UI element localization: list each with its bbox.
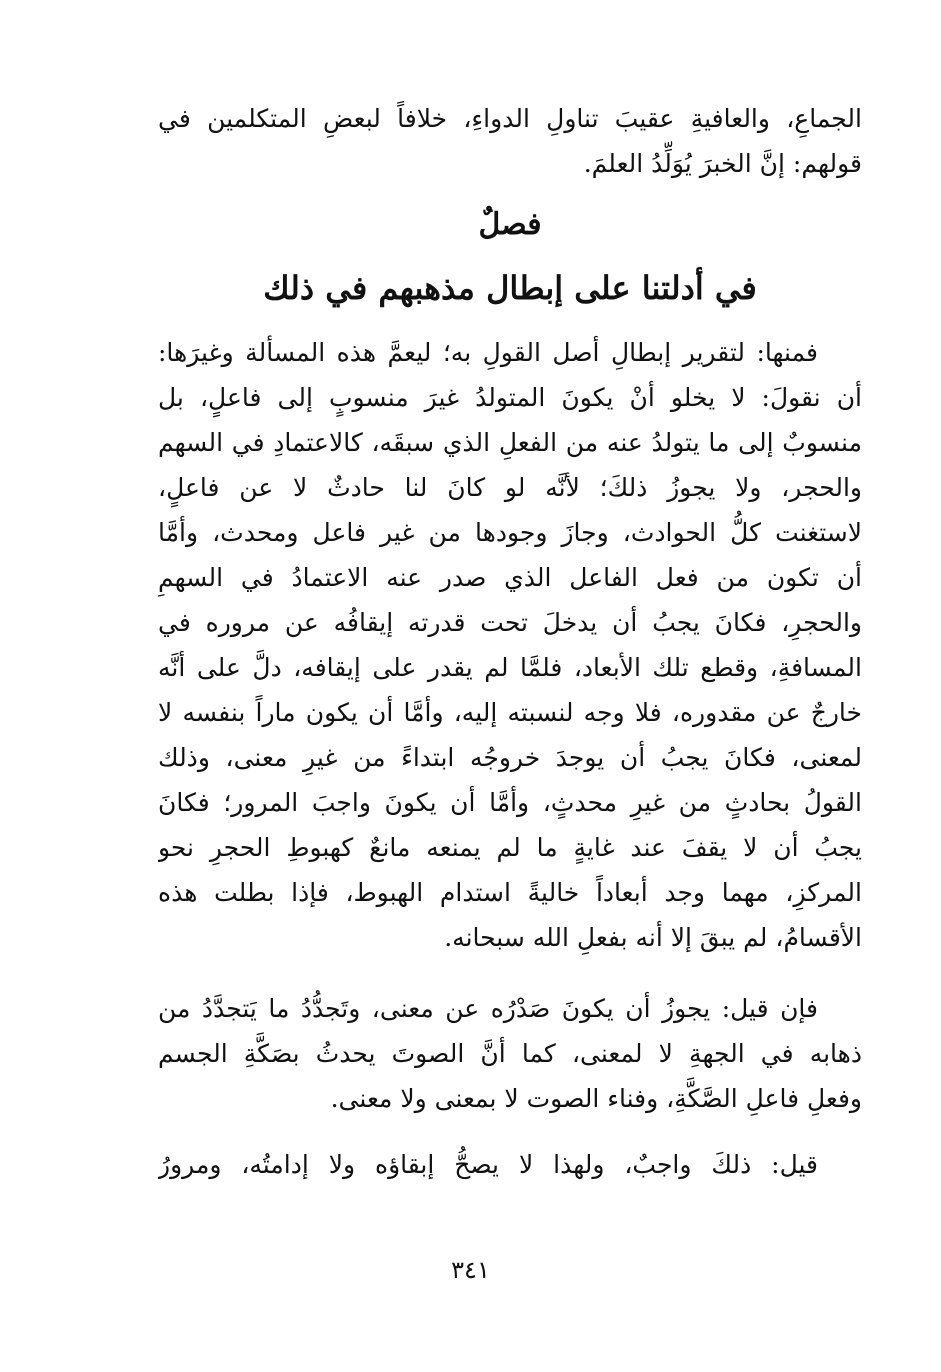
text-line: ذهابه في الجهةِ لا لمعنى، كما أنَّ الصوتَ يحدثُ بصَكَّةِ الجسم (158, 1039, 862, 1068)
text-line: قولهم: إنَّ الخبرَ يُوَلِّدُ العلمَ. (583, 149, 862, 178)
section-title: في أدلتنا على إبطال مذهبهم في ذلك (263, 269, 757, 307)
text-line: منسوبٌ إلى ما يتولدُ عنه من الفعلِ الذي سبقَه، كالاعتمادِ في السهم (158, 428, 862, 457)
text-line: قيل: ذلكَ واجبٌ، ولهذا لا يصحُّ إبقاؤه ولا إدامتُه، ومرورُ (158, 1150, 818, 1179)
text-line: فإن قيل: يجوزُ أن يكونَ صَدْرُه عن معنى، وتَجدُّدُ ما يَتجدَّدُ من (158, 994, 818, 1023)
text-line: فمنها: لتقرير إبطالِ أصل القولِ به؛ ليعمَّ هذه المسألة وغيرَها: (158, 338, 818, 367)
text-line: والحجرِ، فكانَ يجبُ أن يدخلَ تحت قدرته إيقافُه عن مروره في (158, 608, 862, 637)
text-line: الجماعِ، والعافيةِ عقيبَ تناولِ الدواءِ، خلافاً لبعضِ المتكلمين في (158, 104, 862, 133)
text-line: المركزِ، مهما وجد أبعاداً خاليةً استدام الهبوط، فإذا بطلت هذه (158, 878, 862, 907)
text-line: وفعلِ فاعلِ الصَّكَّةِ، وفناء الصوت لا بمعنى ولا معنى. (330, 1084, 862, 1113)
paragraph-3 (158, 1142, 862, 1187)
paragraph-1 (158, 330, 862, 960)
text-line: القولُ بحادثٍ من غيرِ محدثٍ، وأمَّا أن يكونَ واجبَ المرور؛ فكانَ (158, 788, 862, 817)
text-line: المسافةِ، وقطع تلك الأبعاد، فلمَّا لم يقدر على إيقافه، دلَّ على أنَّه (158, 653, 862, 682)
text-line: الأقسامُ، لم يبقَ إلا أنه بفعلِ الله سبحانه. (444, 923, 862, 952)
text-line: يجبُ أن لا يقفَ عند غايةٍ ما لم يمنعه مانعٌ كهبوطِ الحجرِ نحو (158, 833, 862, 862)
page-number: ٣٤١ (451, 1256, 490, 1284)
text-line: لاستغنت كلُّ الحوادث، وجازَ وجودها من غير فاعل ومحدث، وأمَّا (158, 518, 862, 547)
intro-paragraph (158, 96, 862, 186)
section-heading: فصلٌ (478, 207, 542, 242)
paragraph-2 (158, 986, 862, 1121)
text-line: أن تكون من فعل الفاعل الذي صدر عنه الاعتمادُ في السهمِ (158, 563, 862, 592)
text-line: أن نقولَ: لا يخلو أنْ يكونَ المتولدُ غيرَ منسوبٍ إلى فاعلٍ، بل (158, 383, 862, 412)
text-line: والحجر، ولا يجوزُ ذلكَ؛ لأنَّه لو كانَ لنا حادثٌ لا عن فاعلٍ، (158, 473, 862, 502)
text-line: خارجٌ عن مقدوره، فلا وجه لنسبته إليه، وأمَّا أن يكون ماراً بنفسه لا (158, 698, 862, 727)
text-line: لمعنى، فكانَ يجبُ أن يوجدَ خروجُه ابتداءً من غيرِ معنى، وذلك (158, 743, 862, 772)
